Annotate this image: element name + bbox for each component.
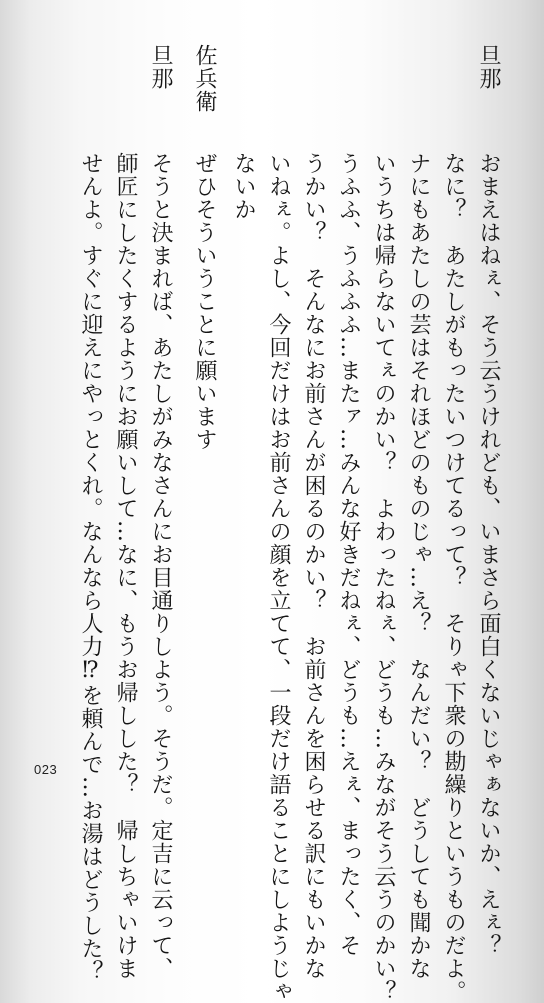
speaker-label-danna-2: 旦那 xyxy=(148,44,173,90)
speech-line: ぜひそういうことに願います xyxy=(192,152,217,451)
speaker-label-saheie: 佐兵衛 xyxy=(192,44,217,113)
speech-line: おまえはねぇ、そう云うけれども、いまさら面白くないじゃぁないか、えぇ？ xyxy=(476,152,501,957)
speech-line: うふふ、うふふふ…またァ…みんな好きだねぇ、どうも…えぇ、まったく、そ xyxy=(336,152,361,957)
speech-line: ナにもあたしの芸はそれほどのものじゃ…え？ なんだい？ どうしても聞かな xyxy=(406,152,431,980)
speech-line: せんよ。すぐに迎えにやっとくれ。なんなら人力⁉を頼んで…お湯はどうした？ xyxy=(78,152,103,983)
speech-line: なに？ あたしがもったいつけてるって？ そりゃ下衆の勘繰りというものだよ。 xyxy=(441,152,466,1003)
speech-line: うかい？ そんなにお前さんが困るのかい？ お前さんを困らせる訳にもいかな xyxy=(301,152,326,980)
speech-line: いねぇ。よし、今回だけはお前さんの顔を立てて、一段だけ語ることにしようじゃ xyxy=(266,152,291,1003)
page-number: 023 xyxy=(34,762,58,777)
speech-line: そうと決まれば、あたしがみなさんにお目通りしよう。そうだ。定吉に云って、 xyxy=(148,152,173,980)
speaker-label-danna: 旦那 xyxy=(476,44,501,90)
speech-line: 師匠にしたくするようにお願いして…なに、もうお帰しした？ 帰しちゃいけま xyxy=(113,152,138,980)
speech-line: いうちは帰らないてぇのかい？ よわったねぇ、どうも…みながそう云うのかい？ xyxy=(371,152,396,1003)
speech-line: ないか xyxy=(231,152,256,221)
